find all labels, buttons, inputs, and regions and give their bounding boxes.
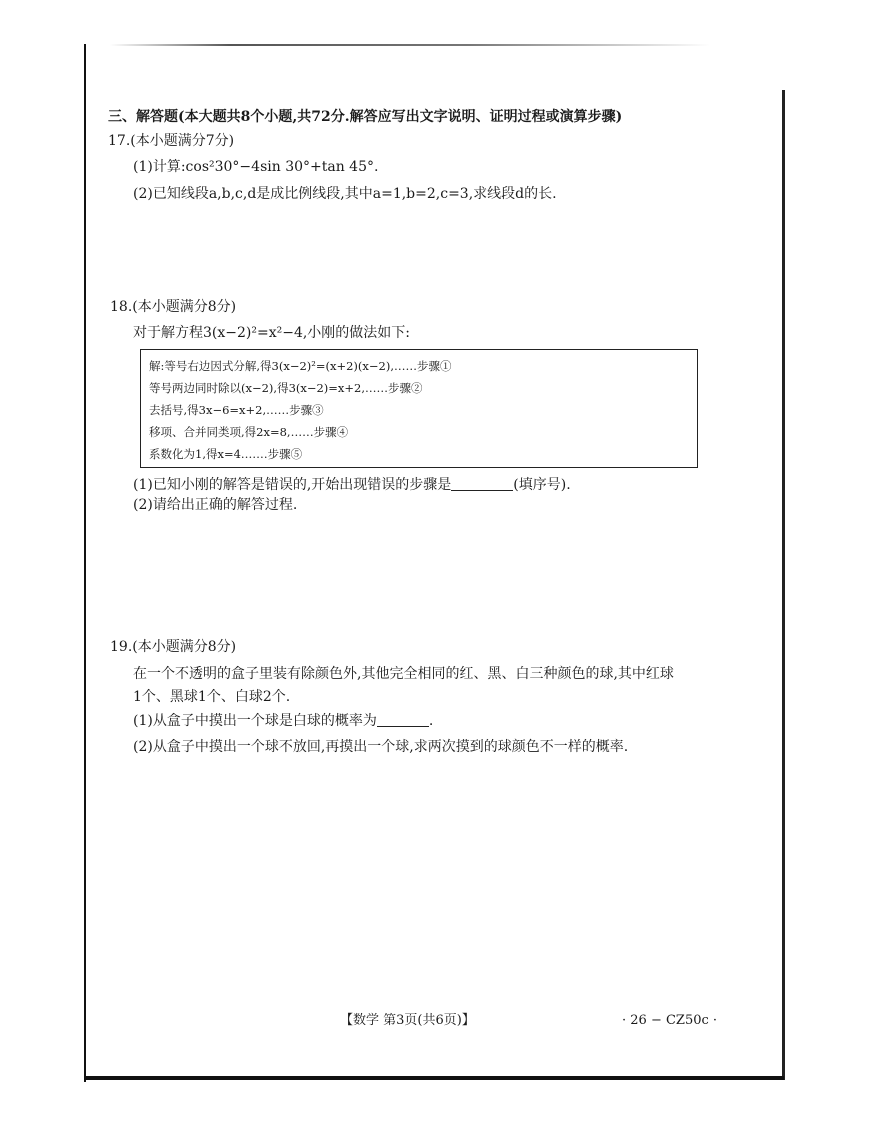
question-17-title: 17.(本小题满分7分) <box>108 133 235 149</box>
question-19-title: 19.(本小题满分8分) <box>110 639 237 655</box>
question-19-part-1-suffix: . <box>428 713 434 729</box>
answer-blank[interactable] <box>451 489 513 491</box>
question-19-part-2: (2)从盒子中摸出一个球不放回,再摸出一个球,求两次摸到的球颜色不一样的概率. <box>133 739 629 755</box>
solution-step: 去括号,得3x−6=x+2,……步骤③ <box>149 403 324 417</box>
question-17-part-1: (1)计算:cos²30°−4sin 30°+tan 45°. <box>133 159 379 175</box>
solution-steps-box <box>140 349 698 468</box>
solution-step: 系数化为1,得x=4.……步骤⑤ <box>149 447 303 461</box>
page-footer: 【数学 第3页(共6页)】 <box>340 1013 475 1028</box>
question-19-part-1-text: (1)从盒子中摸出一个球是白球的概率为 <box>133 713 377 729</box>
question-18-part-1-text: (1)已知小刚的解答是错误的,开始出现错误的步骤是 <box>133 477 452 493</box>
solution-step: 移项、合并同类项,得2x=8,……步骤④ <box>149 425 349 439</box>
section-header: 三、解答题(本大题共8个小题,共72分.解答应写出文字说明、证明过程或演算步骤) <box>108 109 623 125</box>
question-19-intro-line-2: 1个、黑球1个、白球2个. <box>133 689 291 705</box>
question-18-part-1 <box>133 476 571 494</box>
scan-edge-top <box>110 44 710 46</box>
scan-edge-bottom <box>84 1076 784 1080</box>
question-18-intro: 对于解方程3(x−2)²=x²−4,小刚的做法如下: <box>133 325 411 341</box>
question-18-part-2: (2)请给出正确的解答过程. <box>133 497 298 513</box>
question-18-part-1-suffix: (填序号). <box>513 477 571 493</box>
question-19-part-1 <box>133 712 433 730</box>
question-18-title: 18.(本小题满分8分) <box>110 299 237 315</box>
paper-code: · 26 − CZ50c · <box>622 1013 718 1028</box>
solution-step: 解:等号右边因式分解,得3(x−2)²=(x+2)(x−2),……步骤① <box>149 359 452 373</box>
solution-step: 等号两边同时除以(x−2),得3(x−2)=x+2,……步骤② <box>149 381 423 395</box>
answer-blank[interactable] <box>377 725 429 727</box>
scan-edge-right <box>782 90 785 1080</box>
scan-edge-left <box>84 44 86 1082</box>
question-17-part-2: (2)已知线段a,b,c,d是成比例线段,其中a=1,b=2,c=3,求线段d的长. <box>133 186 557 202</box>
question-19-intro-line-1: 在一个不透明的盒子里装有除颜色外,其他完全相同的红、黑、白三种颜色的球,其中红球 <box>133 666 674 682</box>
